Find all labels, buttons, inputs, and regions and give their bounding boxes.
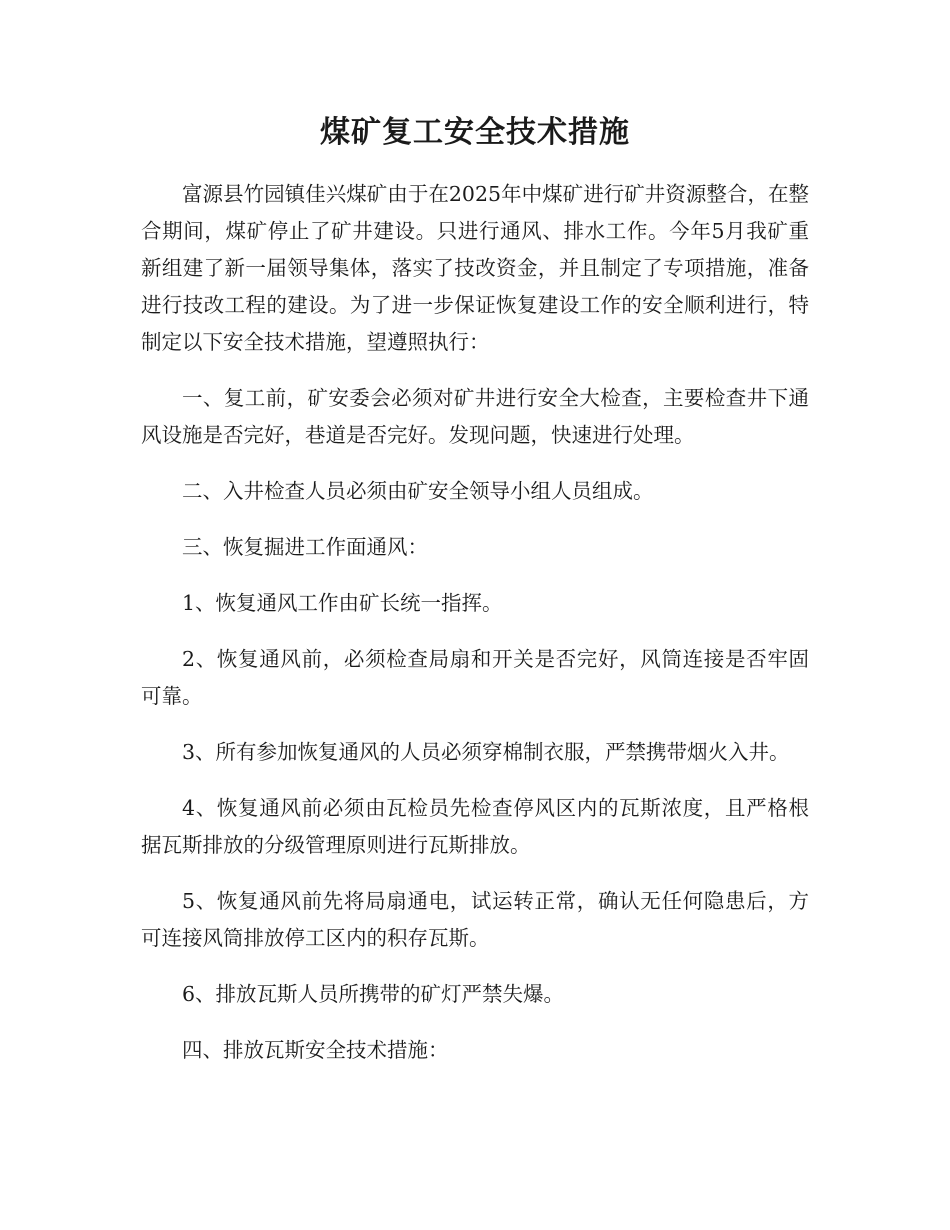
sub-item-1: 1、恢复通风工作由矿长统一指挥。 xyxy=(182,591,503,615)
sub-item-5: 5、恢复通风前先将局扇通电，试运转正常，确认无任何隐患后，方可连接风筒排放停工区内的积存瓦斯。 xyxy=(141,889,809,950)
intro-paragraph: 富源县竹园镇佳兴煤矿由于在2025年中煤矿进行矿井资源整合，在整合期间，煤矿停止了矿井建设。只进行通风、排水工作。今年5月我矿重新组建了新一届领导集体，落实了技改资金，并且制定了专项措施，准备进行技改工程的建设。为了进一步保证恢复建设工作的安全顺利进行，特制定以下安全技术措施，望遵照执行： xyxy=(141,182,809,354)
clause-1: 一、复工前，矿安委会必须对矿井进行安全大检查，主要检查井下通风设施是否完好，巷道是否完好。发现问题，快速进行处理。 xyxy=(141,386,809,447)
document-page xyxy=(141,108,809,1069)
clause-3: 三、恢复掘进工作面通风： xyxy=(182,535,428,559)
sub-item-3: 3、所有参加恢复通风的人员必须穿棉制衣服，严禁携带烟火入井。 xyxy=(182,740,790,764)
sub-item-2: 2、恢复通风前，必须检查局扇和开关是否完好，风筒连接是否牢固可靠。 xyxy=(141,647,809,708)
clause-4: 四、排放瓦斯安全技术措施： xyxy=(182,1038,449,1062)
sub-item-4: 4、恢复通风前必须由瓦检员先检查停风区内的瓦斯浓度，且严格根据瓦斯排放的分级管理原则进行瓦斯排放。 xyxy=(141,796,809,857)
clause-2: 二、入井检查人员必须由矿安全领导小组人员组成。 xyxy=(182,479,654,503)
document-title: 煤矿复工安全技术措施 xyxy=(320,115,630,150)
sub-item-6: 6、排放瓦斯人员所携带的矿灯严禁失爆。 xyxy=(182,982,565,1006)
